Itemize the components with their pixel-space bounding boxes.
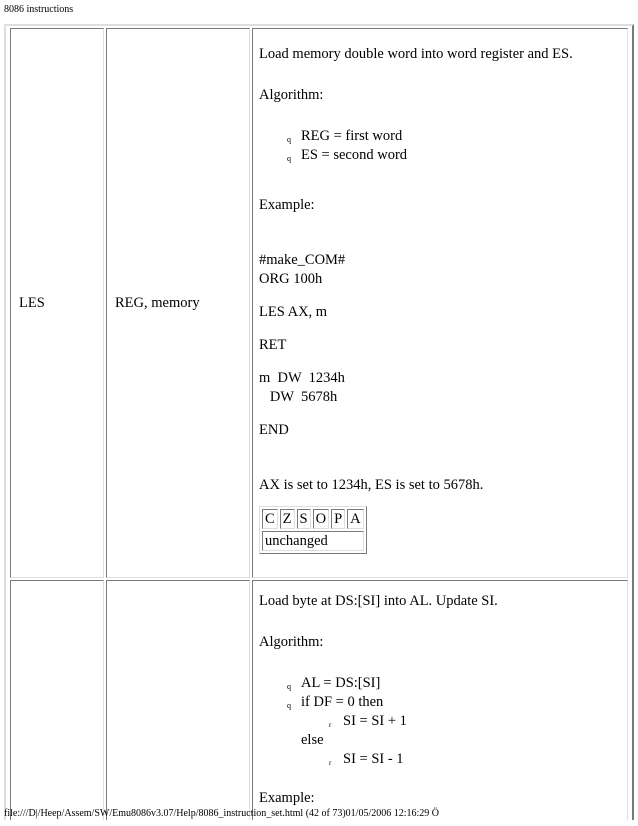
code-line: m DW 1234h <box>259 370 345 386</box>
list-item: r SI = SI - 1 <box>329 750 627 769</box>
flags-header-row <box>262 509 364 529</box>
bullet-icon: q <box>287 682 291 691</box>
page-header-title: 8086 instructions <box>4 4 74 15</box>
flags-status: unchanged <box>262 531 364 551</box>
instruction-table <box>4 24 634 820</box>
code-line: RET <box>259 337 287 353</box>
code-line: #make_COM# <box>259 252 346 268</box>
flags-table <box>259 506 367 554</box>
code-line: END <box>259 422 289 438</box>
lodsb-operands-cell <box>106 580 250 820</box>
list-item: r SI = SI + 1 <box>329 712 627 731</box>
les-summary: Load memory double word into word register and ES. <box>259 46 573 62</box>
bullet-icon: q <box>287 701 291 710</box>
bullet-icon: q <box>287 154 291 163</box>
lodsb-algorithm-label: Algorithm: <box>259 634 324 650</box>
les-algorithm-list <box>259 127 627 165</box>
list-item: q ES = second word <box>287 146 627 165</box>
les-mnemonic-cell <box>10 28 104 578</box>
code-line: DW 5678h <box>259 389 338 405</box>
flags-status-row <box>262 531 364 551</box>
bullet-icon: q <box>287 135 291 144</box>
code-line: ORG 100h <box>259 271 323 287</box>
les-result: AX is set to 1234h, ES is set to 5678h. <box>259 477 484 493</box>
les-mnemonic: LES <box>19 294 45 311</box>
lodsb-mnemonic-cell <box>10 580 104 820</box>
sub-bullet-icon: r <box>329 759 332 767</box>
page-footer-path: file:///D|/Heep/Assem/SW/Emu8086v3.07/Help/8086_instruction_set.html (42 of 73)01/05/2006 12:16:29 Ö <box>4 808 440 819</box>
flag-cell: S <box>297 509 311 529</box>
les-operands: REG, memory <box>115 294 200 311</box>
sub-bullet-icon: r <box>329 721 332 729</box>
les-description-cell <box>252 28 628 578</box>
les-operands-cell <box>106 28 250 578</box>
list-item: q AL = DS:[SI] <box>287 674 627 693</box>
flag-cell: C <box>262 509 278 529</box>
list-item: q REG = first word <box>287 127 627 146</box>
les-example-label: Example: <box>259 197 315 213</box>
flag-cell: O <box>313 509 329 529</box>
lodsb-summary: Load byte at DS:[SI] into AL. Update SI. <box>259 593 498 609</box>
les-algorithm-label: Algorithm: <box>259 87 324 103</box>
lodsb-example-label: Example: <box>259 790 315 806</box>
list-item: else <box>301 732 324 748</box>
lodsb-algorithm-list <box>259 674 627 769</box>
list-item: q if DF = 0 then r SI = SI + 1 else r SI = SI - 1 <box>287 693 627 769</box>
flag-cell: P <box>331 509 345 529</box>
flag-cell: A <box>347 509 363 529</box>
lodsb-description-cell <box>252 580 628 820</box>
flag-cell: Z <box>280 509 295 529</box>
code-line: LES AX, m <box>259 304 328 320</box>
